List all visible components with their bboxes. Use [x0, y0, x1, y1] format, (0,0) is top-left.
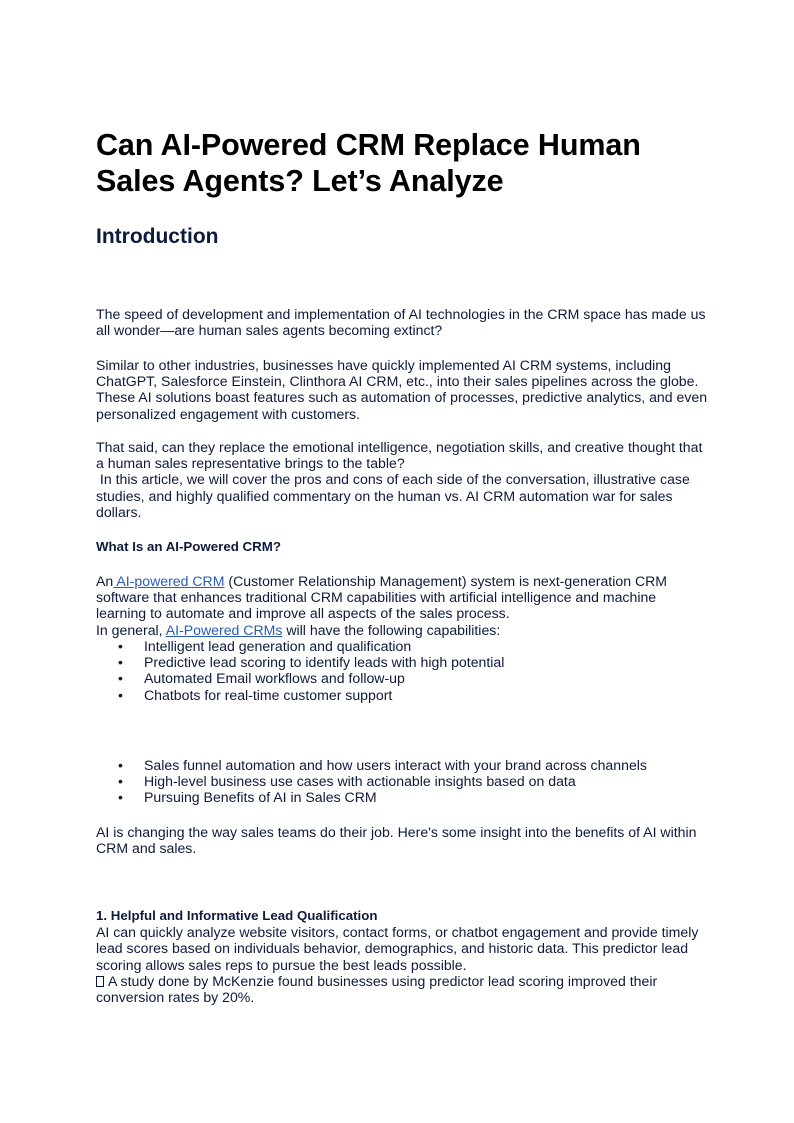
list-item: • Sales funnel automation and how users interact with your brand across channels: [96, 757, 708, 773]
list-item: • Intelligent lead generation and qualification: [96, 638, 708, 654]
intro-paragraph-2: [96, 357, 708, 422]
paragraph-text: In this article, we will cover the pros and cons of each side of the conversation, illustrative case studies, and highly qualified commentary on the human vs. AI CRM automation war for sales dollars.: [96, 471, 694, 520]
paragraph-text: Similar to other industries, businesses have quickly implemented AI CRM systems, including ChatGPT, Salesforce Einstein, Clinthora AI CRM, etc., into their sales pipelines across the globe. These AI solutions boast features such as automation of processes, predictive analytics, and even personalized engagement with customers.: [96, 357, 708, 422]
intro-paragraph-3: [96, 439, 708, 520]
ai-powered-crm-link[interactable]: AI-powered CRM: [113, 573, 225, 589]
text-span: A study done by McKenzie found businesses using predictor lead scoring improved their conversion rates by 20%.: [96, 972, 658, 1006]
paragraph-text: AI can quickly analyze website visitors, contact forms, or chatbot engagement and provide timely lead scores based on individuals behavior, demographics, and historic data. This predictor lead scoring allows sales reps to pursue the best leads possible.: [96, 924, 699, 973]
text-span: will have the following capabilities:: [282, 621, 501, 638]
capabilities-list-b: [96, 757, 708, 806]
list-item: • Predictive lead scoring to identify leads with high potential: [96, 654, 708, 670]
paragraph-text: That said, can they replace the emotional intelligence, negotiation skills, and creative thought that a human sales representative brings to the table?: [96, 439, 703, 472]
text-span: An: [96, 573, 114, 589]
paragraph-text: AI is changing the way sales teams do their job. Here's some insight into the benefits of AI within CRM and sales.: [96, 824, 697, 857]
intro-paragraph-1: [96, 306, 708, 338]
paragraph-text: [96, 573, 708, 622]
ai-changing-paragraph: [96, 824, 708, 856]
capabilities-list-a: [96, 638, 708, 703]
missing-glyph-icon: [96, 976, 104, 987]
stat-paragraph: [96, 973, 708, 1005]
ai-powered-crms-link[interactable]: AI-Powered CRMs: [165, 621, 283, 638]
intro-heading: Introduction: [96, 225, 219, 248]
what-is-ai-crm-paragraph: [96, 573, 708, 638]
what-is-ai-crm-heading: What Is an AI-Powered CRM?: [96, 539, 281, 554]
list-item: • Automated Email workflows and follow-up: [96, 670, 708, 686]
article-title: Can AI-Powered CRM Replace Human Sales Agents? Let’s Analyze: [96, 128, 641, 198]
section-1: [96, 908, 708, 1005]
text-span: (Customer Relationship Management) system is next-generation CRM software that enhances traditional CRM capabilities with artificial intelligence and machine learning to automate and improve all aspects of the sales process.: [96, 573, 668, 622]
list-item: • Chatbots for real-time customer support: [96, 687, 708, 703]
paragraph-text: [96, 622, 708, 638]
paragraph-text: The speed of development and implementation of AI technologies in the CRM space has made us all wonder—are human sales agents becoming extinct?: [96, 306, 706, 339]
text-span: In general,: [96, 621, 166, 638]
list-item: • Pursuing Benefits of AI in Sales CRM: [96, 789, 708, 805]
list-item: • High-level business use cases with actionable insights based on data: [96, 773, 708, 789]
section-1-heading: 1. Helpful and Informative Lead Qualification: [96, 908, 378, 923]
